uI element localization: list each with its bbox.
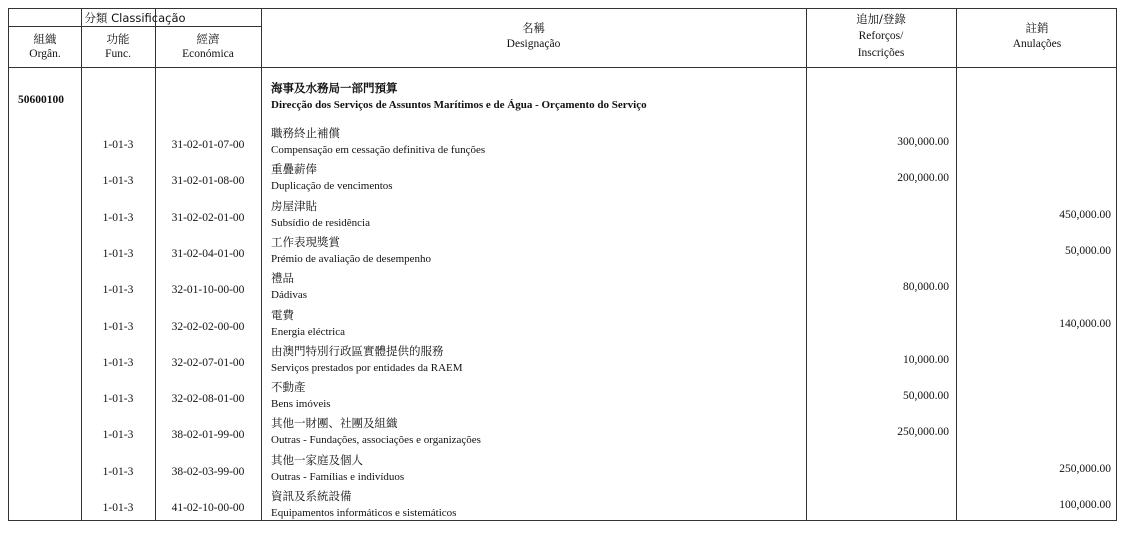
row-reforcos-value: 300,000.00 bbox=[897, 136, 949, 148]
col-divider bbox=[956, 9, 957, 520]
header-func-pt: Func. bbox=[105, 48, 131, 60]
header-func-zh: 功能 bbox=[106, 32, 130, 46]
row-anulacoes-value: 250,000.00 bbox=[1059, 463, 1111, 475]
row-anulacoes-value: 140,000.00 bbox=[1059, 318, 1111, 330]
header-econ-zh: 經濟 bbox=[196, 32, 220, 46]
header-divider bbox=[9, 26, 261, 27]
header-desig-pt: Designação bbox=[506, 38, 561, 50]
row-anulacoes-value: 450,000.00 bbox=[1059, 209, 1111, 221]
row-econ-code: 38-02-03-99-00 bbox=[171, 466, 245, 478]
row-econ-code: 38-02-01-99-00 bbox=[171, 429, 245, 441]
row-designation-zh: 其他一家庭及個人 bbox=[271, 453, 363, 467]
row-func-code: 1-01-3 bbox=[102, 248, 134, 260]
header-econ-pt: Económica bbox=[182, 48, 234, 60]
row-func-code: 1-01-3 bbox=[102, 321, 134, 333]
row-func-code: 1-01-3 bbox=[102, 139, 134, 151]
row-designation-pt: Duplicação de vencimentos bbox=[271, 180, 393, 192]
row-func-code: 1-01-3 bbox=[102, 429, 134, 441]
row-func-code: 1-01-3 bbox=[102, 284, 134, 296]
col-divider bbox=[155, 9, 156, 520]
row-designation-pt: Subsídio de residência bbox=[271, 217, 370, 229]
section-title-zh: 海事及水務局一部門預算 bbox=[271, 81, 398, 95]
row-designation-zh: 重疊薪俸 bbox=[271, 162, 317, 176]
row-designation-zh: 其他一財團、社團及組織 bbox=[271, 416, 398, 430]
row-designation-pt: Equipamentos informáticos e sistemáticos bbox=[271, 507, 457, 519]
row-reforcos-value: 200,000.00 bbox=[897, 172, 949, 184]
row-designation-zh: 電費 bbox=[271, 308, 294, 322]
row-func-code: 1-01-3 bbox=[102, 466, 134, 478]
row-designation-pt: Compensação em cessação definitiva de funções bbox=[271, 144, 486, 156]
row-designation-pt: Dádivas bbox=[271, 289, 308, 301]
row-econ-code: 31-02-01-07-00 bbox=[171, 139, 245, 151]
row-econ-code: 31-02-04-01-00 bbox=[171, 248, 245, 260]
row-designation-pt: Outras - Famílias e indivíduos bbox=[271, 471, 405, 483]
row-econ-code: 32-02-08-01-00 bbox=[171, 393, 245, 405]
row-econ-code: 32-02-07-01-00 bbox=[171, 357, 245, 369]
row-designation-pt: Bens imóveis bbox=[271, 398, 331, 410]
row-designation-zh: 職務終止補償 bbox=[271, 126, 340, 140]
row-func-code: 1-01-3 bbox=[102, 175, 134, 187]
col-divider bbox=[81, 9, 82, 520]
header-anulacoes-pt: Anulações bbox=[1012, 38, 1062, 50]
header-organ-zh: 組織 bbox=[33, 32, 57, 46]
row-econ-code: 31-02-01-08-00 bbox=[171, 175, 245, 187]
row-econ-code: 32-01-10-00-00 bbox=[171, 284, 245, 296]
header-bottom-line bbox=[9, 67, 1116, 68]
row-designation-pt: Energia eléctrica bbox=[271, 326, 345, 338]
section-title-pt: Direcção dos Serviços de Assuntos Marítimos e de Água - Orçamento do Serviço bbox=[271, 99, 647, 111]
row-func-code: 1-01-3 bbox=[102, 393, 134, 405]
row-designation-pt: Prémio de avaliação de desempenho bbox=[271, 253, 432, 265]
row-reforcos-value: 50,000.00 bbox=[903, 390, 949, 402]
header-desig-zh: 名稱 bbox=[522, 21, 545, 35]
header-anulacoes-zh: 註銷 bbox=[1025, 21, 1049, 35]
row-designation-zh: 不動產 bbox=[271, 380, 306, 394]
header-classificacao: 分類 Classificação bbox=[84, 11, 186, 25]
row-reforcos-value: 250,000.00 bbox=[897, 426, 949, 438]
budget-table bbox=[8, 8, 1117, 521]
header-reforcos-pt1: Reforços/ bbox=[858, 30, 904, 42]
header-organ-pt: Orgân. bbox=[29, 48, 61, 60]
row-designation-zh: 資訊及系統設備 bbox=[271, 489, 352, 503]
row-reforcos-value: 10,000.00 bbox=[903, 354, 949, 366]
row-func-code: 1-01-3 bbox=[102, 357, 134, 369]
section-organ-code: 50600100 bbox=[18, 94, 64, 106]
row-anulacoes-value: 100,000.00 bbox=[1059, 499, 1111, 511]
row-designation-zh: 工作表現獎賞 bbox=[271, 235, 340, 249]
header-reforcos-pt2: Inscrições bbox=[857, 47, 905, 59]
row-econ-code: 32-02-02-00-00 bbox=[171, 321, 245, 333]
row-reforcos-value: 80,000.00 bbox=[903, 281, 949, 293]
row-designation-zh: 房屋津貼 bbox=[271, 199, 317, 213]
col-divider bbox=[806, 9, 807, 520]
row-func-code: 1-01-3 bbox=[102, 212, 134, 224]
row-designation-zh: 由澳門特別行政區實體提供的服務 bbox=[271, 344, 444, 358]
row-econ-code: 41-02-10-00-00 bbox=[171, 502, 245, 514]
row-designation-pt: Outras - Fundações, associações e organizações bbox=[271, 434, 481, 446]
row-designation-zh: 禮品 bbox=[271, 271, 294, 285]
row-designation-pt: Serviços prestados por entidades da RAEM bbox=[271, 362, 463, 374]
row-econ-code: 31-02-02-01-00 bbox=[171, 212, 245, 224]
row-anulacoes-value: 50,000.00 bbox=[1065, 245, 1111, 257]
col-divider bbox=[261, 9, 262, 520]
row-func-code: 1-01-3 bbox=[102, 502, 134, 514]
header-reforcos-zh: 追加/登錄 bbox=[856, 12, 906, 26]
